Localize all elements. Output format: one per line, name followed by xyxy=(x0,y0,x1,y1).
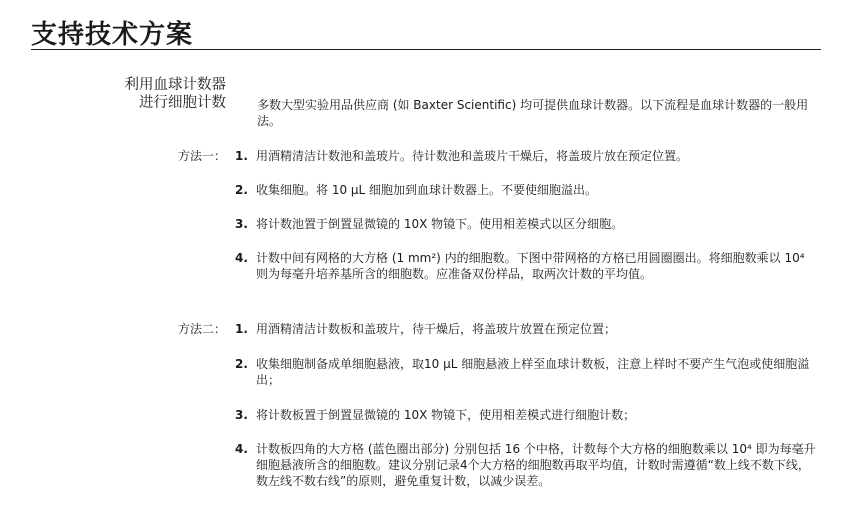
step-number: 3. xyxy=(235,217,248,231)
method-1-step-4 xyxy=(235,250,820,282)
step-number: 4. xyxy=(235,442,248,456)
method-2-step-4 xyxy=(235,441,820,489)
step-text: 收集细胞制备成单细胞悬液，取10 μL 细胞悬液上样至血球计数板，注意上样时不要产生气泡或使细胞溢出； xyxy=(256,357,810,387)
step-text: 计数中间有网格的大方格 (1 mm²) 内的细胞数。下图中带网格的方格已用圆圈圈出。将细胞数乘以 10⁴ 则为每毫升培养基所含的细胞数。应准备双份样品，取两次计数的平均值。 xyxy=(256,251,805,281)
step-number: 1. xyxy=(235,149,248,163)
step-number: 2. xyxy=(235,357,248,371)
step-number: 3. xyxy=(235,408,248,422)
step-number: 1. xyxy=(235,322,248,336)
method-1-step-3 xyxy=(235,216,820,232)
step-number: 2. xyxy=(235,183,248,197)
step-text: 计数板四角的大方格 (蓝色圈出部分) 分别包括 16 个中格，计数每个大方格的细胞数乘以 10⁴ 即为每毫升细胞悬液所含的细胞数。建议分别记录4个大方格的细胞数再取平均值，计数时需遵循“数上线不数下线，数左线不数右线”的原则，避免重复计数，以减少误差。 xyxy=(256,442,816,488)
method-2-step-2 xyxy=(235,356,820,388)
step-text: 用酒精清洁计数池和盖玻片。待计数池和盖玻片干燥后，将盖玻片放在预定位置。 xyxy=(256,149,689,163)
method-1-label: 方法一： xyxy=(177,149,226,163)
step-text: 用酒精清洁计数板和盖玻片，待干燥后，将盖玻片放置在预定位置； xyxy=(256,322,617,336)
method-1-step-2 xyxy=(235,182,820,198)
method-2-step-3 xyxy=(235,407,820,423)
step-text: 将计数板置于倒置显微镜的 10X 物镜下，使用相差模式进行细胞计数； xyxy=(256,408,636,422)
section-heading xyxy=(60,76,226,112)
section-heading-line2: 进行细胞计数 xyxy=(139,95,226,111)
method-2-label: 方法二： xyxy=(177,322,226,336)
method-2-step-1 xyxy=(235,321,820,337)
section-heading-line1: 利用血球计数器 xyxy=(124,77,226,93)
step-text: 收集细胞。将 10 μL 细胞加到血球计数器上。不要使细胞溢出。 xyxy=(256,183,598,197)
title-divider xyxy=(31,49,821,50)
method-1-step-1 xyxy=(235,148,820,164)
step-text: 将计数池置于倒置显微镜的 10X 物镜下。使用相差模式以区分细胞。 xyxy=(256,217,624,231)
step-number: 4. xyxy=(235,251,248,265)
intro-paragraph: 多数大型实验用品供应商 (如 Baxter Scientific) 均可提供血球计数器。以下流程是血球计数器的一般用法。 xyxy=(257,98,809,128)
page-title: 支持技术方案 xyxy=(31,20,194,50)
